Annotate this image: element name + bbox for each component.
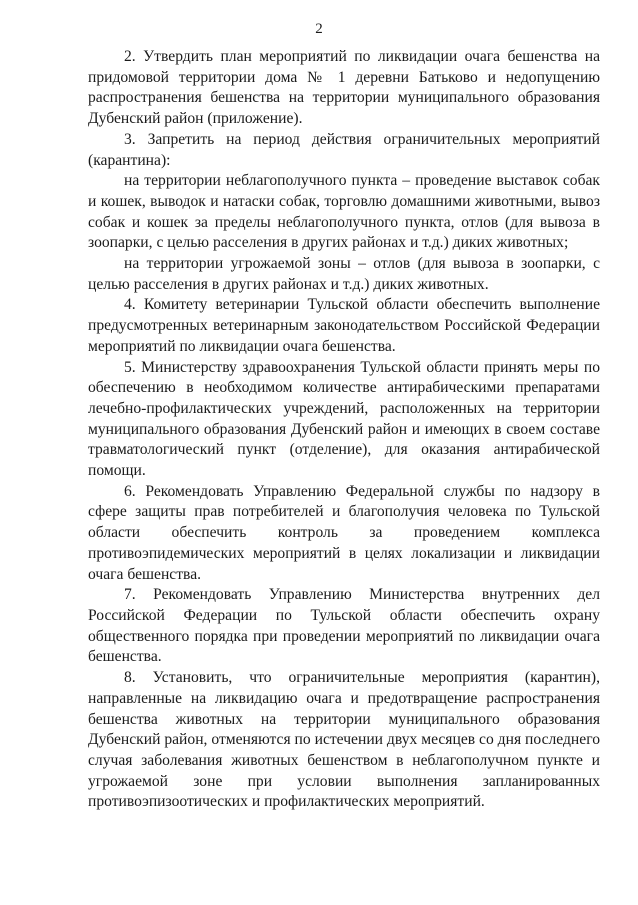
document-body: [88, 47, 600, 813]
paragraph-prohibit-intro: 3. Запретить на период действия ограничительных мероприятий (карантина):: [88, 130, 600, 169]
paragraph-prohibit-threatened-zone: на территории угрожаемой зоны – отлов (для вывоза в зоопарки, с целью расселения в других районах и т.д.) диких животных.: [88, 255, 600, 293]
paragraph-prohibit-outbreak-point: на территории неблагополучного пункта – проведение выставок собак и кошек, выводок и натаски собак, торговлю домашними животными, вывоз собак и кошек за пределы неблагополучного пункта, отлов (для вывоза в зоопарки, с целью расселения в других районах и т.д.) диких животных;: [88, 172, 600, 252]
paragraph-interior-ministry: 7. Рекомендовать Управлению Министерства внутренних дел Российской Федерации по Тульской области обеспечить охрану общественного порядка при проведении мероприятий по ликвидации очага бешенства.: [88, 586, 600, 666]
paragraph-veterinary-committee: 4. Комитету ветеринарии Тульской области обеспечить выполнение предусмотренных ветеринарным законодательством Российской Федерации мероприятий по ликвидации очага бешенства.: [88, 296, 600, 355]
paragraph-consumer-rights-service: 6. Рекомендовать Управлению Федеральной службы по надзору в сфере защиты прав потребителей и благополучия человека по Тульской области обеспечить контроль за проведением комплекса противоэпидемических мероприятий в целях локализации и ликвидации очага бешенства.: [88, 482, 600, 583]
paragraph-quarantine-end: 8. Установить, что ограничительные мероприятия (карантин), направленные на ликвидацию очага и предотвращение распространения бешенства животных на территории муниципального образования Дубенский район, отменяются по истечении двух месяцев со дня последнего случая заболевания животных бешенством в неблагополучном пункте и угрожаемой зоне при условии выполнения запланированных противоэпизоотических и профилактических мероприятий.: [88, 669, 600, 811]
paragraph-health-ministry: 5. Министерству здравоохранения Тульской области принять меры по обеспечению в необходимом количестве антирабическими препаратами лечебно-профилактических учреждений, расположенных на территории муниципального образования Дубенский район и имеющих в своем составе травматологический пункт (отделение), для оказания антирабической помощи.: [88, 358, 600, 480]
paragraph-approve-plan: 2. Утвердить план мероприятий по ликвидации очага бешенства на придомовой территории дома № 1 деревни Батьково и недопущению распространения бешенства на территории муниципального образования Дубенский район (приложение).: [88, 48, 600, 128]
page-number: 2: [315, 21, 323, 37]
